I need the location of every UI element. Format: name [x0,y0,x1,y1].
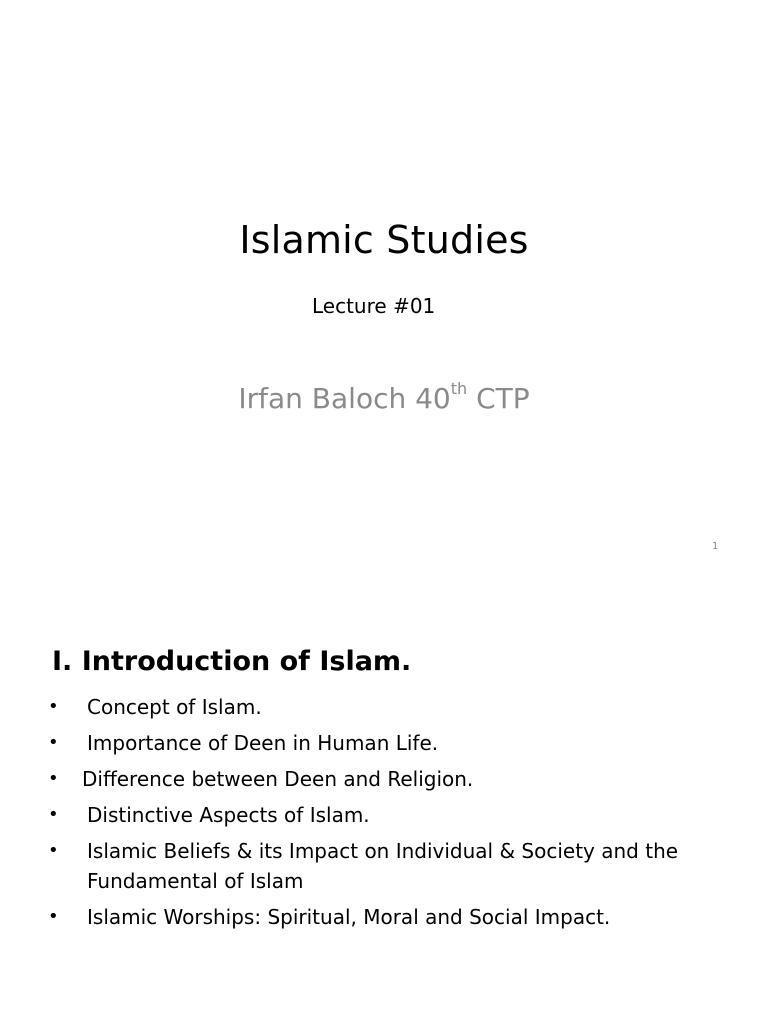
author-line [0,378,768,415]
bullet-text: Concept of Islam. [87,695,262,719]
content-slide [0,624,768,1024]
author-superscript: th [450,378,468,398]
list-item [48,692,738,722]
bullet-text: Islamic Beliefs & its Impact on Individual & Society and the Fundamental of Islam [87,839,679,893]
list-item [48,836,738,896]
bullet-list [48,692,738,938]
lecture-number: Lecture #01 [312,294,436,318]
bullet-text: Islamic Worships: Spiritual, Moral and Social Impact. [87,905,611,929]
bullet-icon: • [48,768,59,789]
bullet-text: Importance of Deen in Human Life. [87,731,439,755]
slide-number: 1 [712,541,719,552]
bullet-icon: • [48,906,59,927]
list-item [48,902,738,932]
bullet-icon: • [48,804,59,825]
bullet-text: Difference between Deen and Religion. [82,767,474,791]
bullet-icon: • [48,732,59,753]
bullet-icon: • [48,840,59,861]
slide-title: Islamic Studies [239,218,529,262]
bullet-icon: • [48,696,59,717]
list-item [48,800,738,830]
bullet-text: Distinctive Aspects of Islam. [87,803,370,827]
section-heading: I. Introduction of Islam. [52,646,412,677]
author-name: Irfan Baloch 40 [238,382,451,415]
list-item [48,728,738,758]
list-item [48,764,738,794]
author-suffix: CTP [467,382,530,415]
